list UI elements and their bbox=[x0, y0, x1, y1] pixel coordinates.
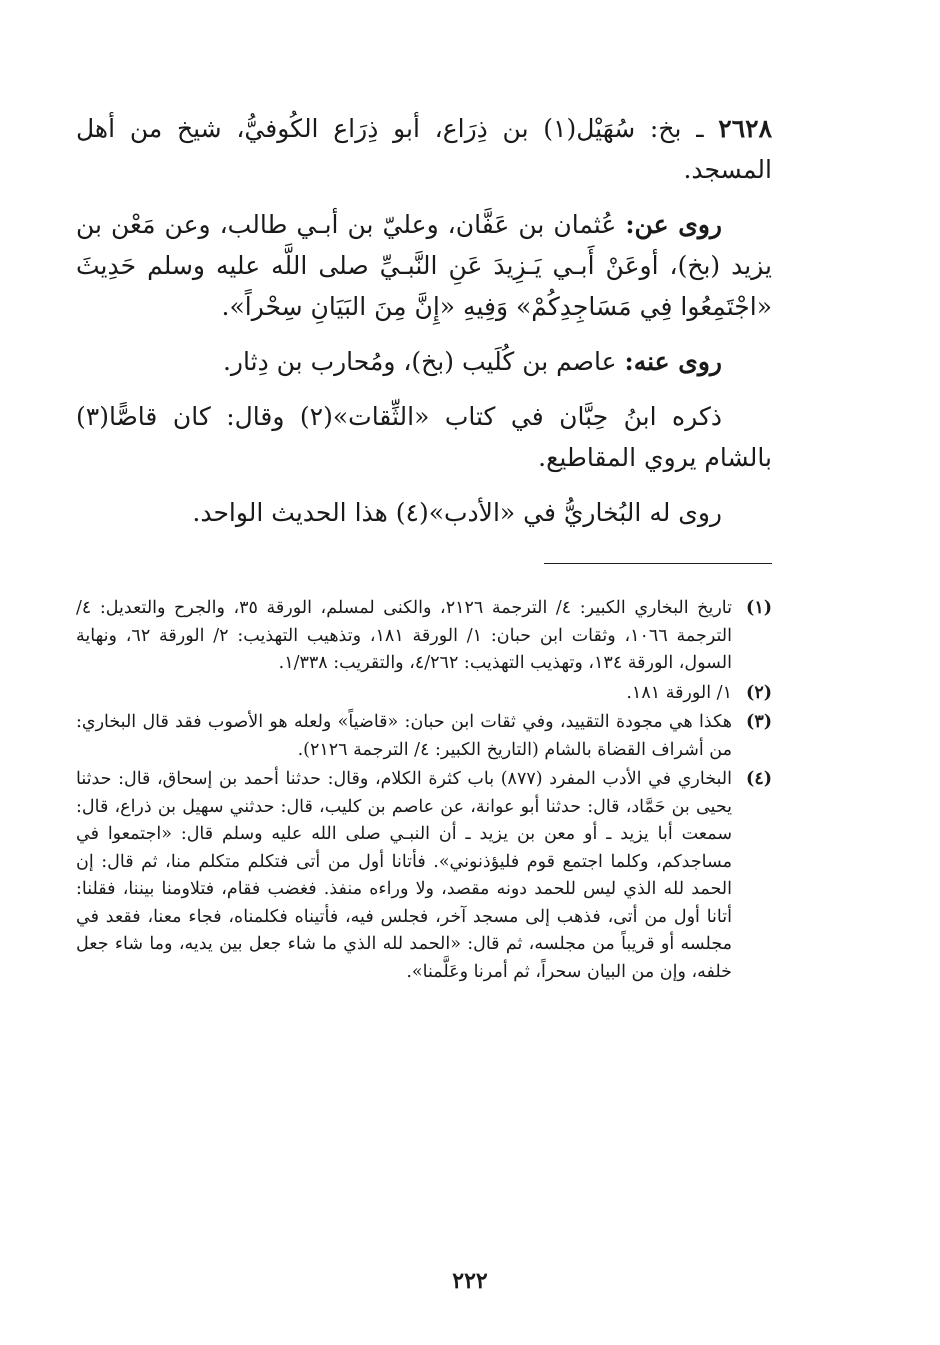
footnote-3 bbox=[76, 709, 772, 764]
main-text bbox=[76, 108, 772, 533]
page-body bbox=[76, 108, 772, 986]
footnote-mark: (٤) bbox=[746, 769, 772, 789]
footnote-mark: (٢) bbox=[746, 682, 772, 703]
entry-heading bbox=[76, 108, 772, 190]
narrated-from-text: عُثمان بن عَفَّان، وعليّ بن أبـي طالب، وعن مَعْن بن يزيد (بخ)، أوعَنْ أَبـي يَـزِيدَ عَنِ النَّبـيِّ صلى اللَّه عليه وسلم حَدِيثَ «اجْتَمِعُوا فِي مَسَاجِدِكُمْ» وَفِيهِ «إِنَّ مِنَ البَيَانِ سِحْراً». bbox=[76, 210, 772, 321]
narrated-by-text: عاصم بن كُلَيب (بخ)، ومُحارب بن دِثار. bbox=[222, 347, 617, 376]
footnote-text: هكذا هي مجودة التقييد، وفي ثقات ابن حبان: «قاضياً» ولعله هو الأصوب فقد قال البخاري: من أشراف القضاة بالشام (التاريخ الكبير: ٤/ الترجمة ٢١٢٦). bbox=[76, 712, 732, 760]
narrated-from bbox=[76, 204, 772, 327]
narrated-by-label: روى عنه: bbox=[624, 347, 722, 376]
entry-heading-text: ـ بخ: سُهَيْل(١) بن ذِرَاع، أبو ذِرَاع الكُوفيُّ، شيخ من أهل المسجد. bbox=[76, 114, 772, 184]
entry-number: ٢٦٢٨ bbox=[718, 114, 772, 143]
footnote-mark: (٣) bbox=[746, 712, 772, 732]
footnote-text: ١/ الورقة ١٨١. bbox=[626, 682, 732, 703]
page-number: ٢٢٢ bbox=[452, 1268, 488, 1294]
thiqat-paragraph: ذكره ابنُ حِبَّان في كتاب «الثِّقات»(٢) وقال: كان قاصًّا(٣) بالشام يروي المقاطيع. bbox=[76, 402, 772, 472]
footnote-text: البخاري في الأدب المفرد (٨٧٧) باب كثرة الكلام، وقال: حدثنا أحمد بن إسحاق، قال: حدثنا يحيى بن حَمَّاد، قال: حدثنا أبو عوانة، عن عاصم بن كليب، قال: حدثني سهيل بن ذراع، قال: سمعت أبا يزيد ـ أو معن بن يزيد ـ أن النبـي صلى الله عليه وسلم قال: «اجتمعوا في مساجدكم، وكلما اجتمع قوم فليؤذنوني». فأتانا أول من أتى فتكلم متكلم منا، ثم قال: إن الحمد لله الذي ليس للحمد دونه مقصد، ولا وراءه منفذ. فغضب فقام، فتلاومنا بيننا، فقلنا: أتانا أول من أتى، فذهب إلى مسجد آخر، فجلس فيه، فأتيناه فكلمناه، فجاء معنا، فقعد في مجلسه أو قريباً من مجلسه، ثم قال: «الحمد لله الذي ما شاء جعل بين يديه، وما شاء جعل خلفه، وإن من البيان سحراً، ثم أمرنا وعَلَّمنا». bbox=[76, 769, 732, 982]
narrated-by bbox=[76, 341, 772, 382]
footnote-text: تاريخ البخاري الكبير: ٤/ الترجمة ٢١٢٦، والكنى لمسلم، الورقة ٣٥، والجرح والتعديل: ٤/ الترجمة ١٠٦٦، وثقات ابن حبان: ١/ الورقة ١٨١، وتذهيب التهذيب: ٢/ الورقة ٦٢، ونهاية السول، الورقة ١٣٤، وتهذيب التهذيب: ٤/٢٦٢، والتقريب: ١/٣٣٨. bbox=[76, 598, 732, 673]
footnote-1 bbox=[76, 595, 772, 678]
footnote-4 bbox=[76, 766, 772, 986]
footnote-separator bbox=[76, 533, 772, 595]
narrated-from-label: روى عن: bbox=[625, 210, 722, 239]
separator-line bbox=[544, 563, 772, 564]
footnotes bbox=[76, 595, 772, 986]
adab-paragraph: روى له البُخاريُّ في «الأدب»(٤) هذا الحديث الواحد. bbox=[192, 498, 722, 527]
footnote-mark: (١) bbox=[746, 598, 772, 618]
footnote-2 bbox=[76, 680, 772, 708]
